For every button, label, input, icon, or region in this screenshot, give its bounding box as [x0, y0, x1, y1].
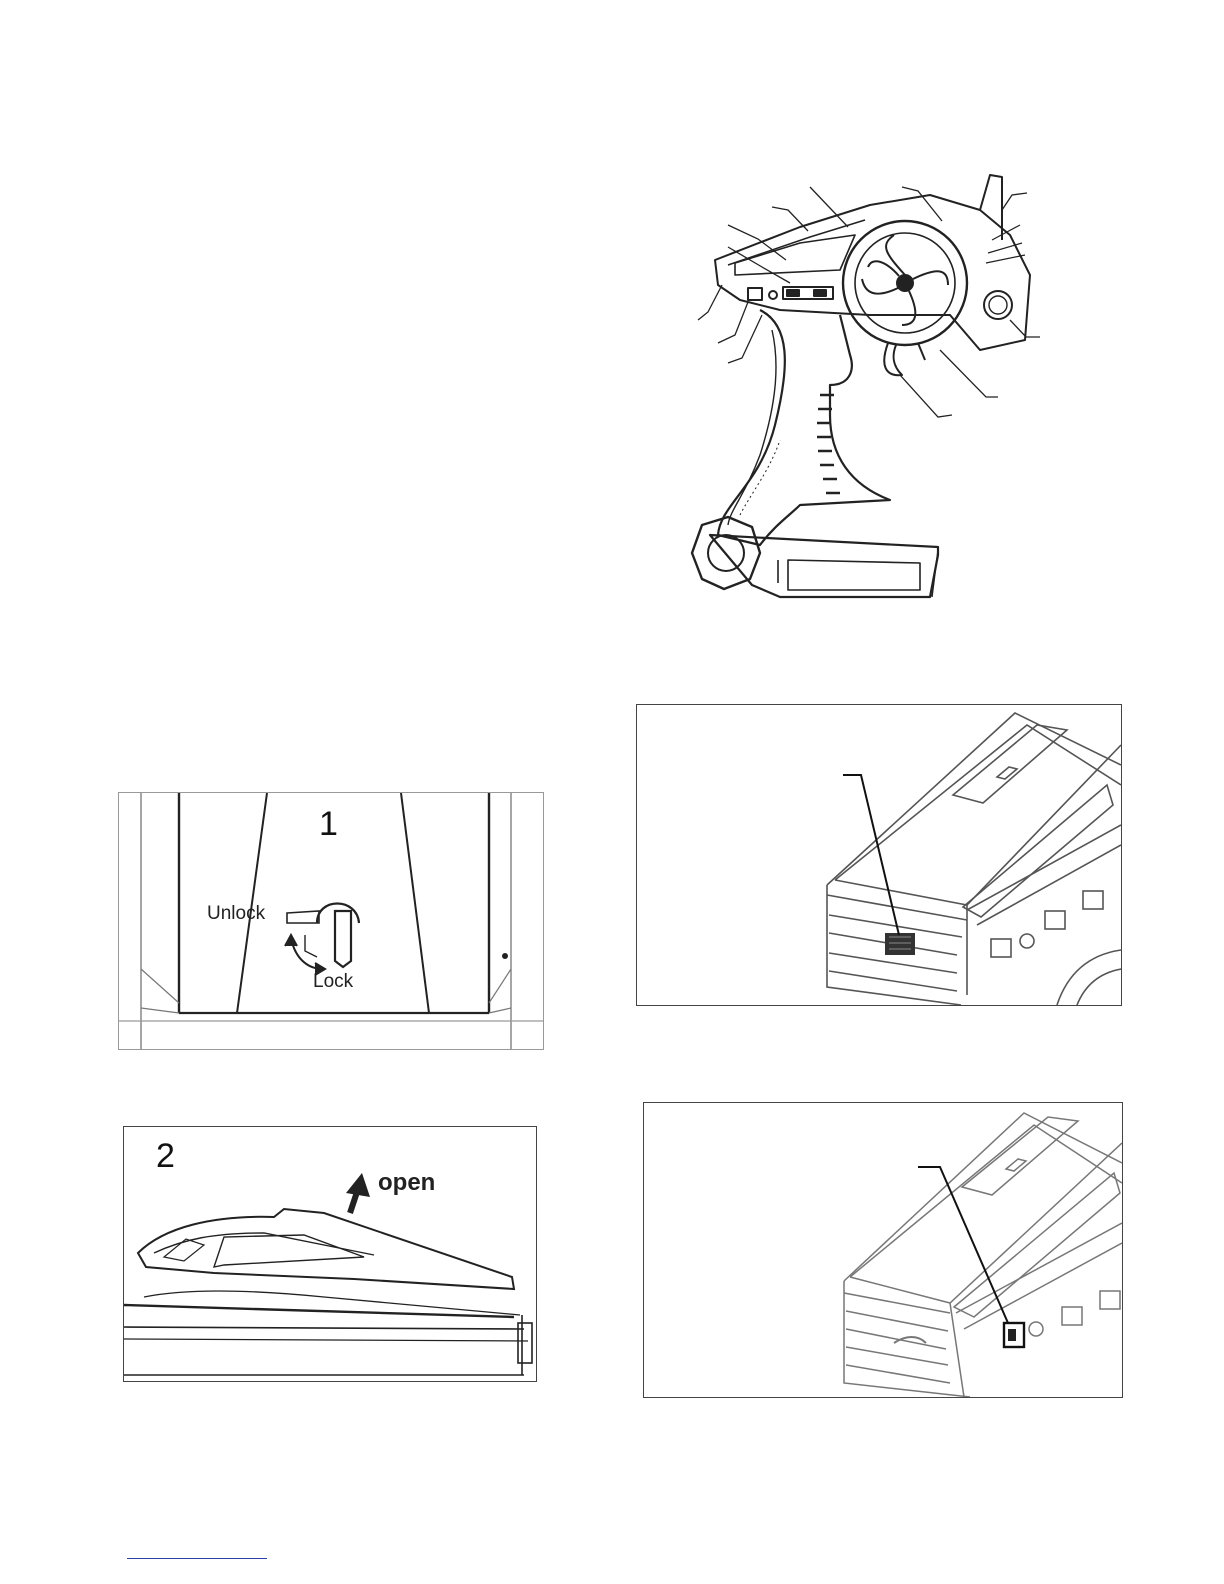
step-number-1: 1 [319, 805, 338, 843]
hatch-open-drawing [124, 1127, 536, 1381]
lock-label: Lock [313, 971, 354, 992]
closeup-drawing-2 [644, 1103, 1122, 1397]
step-number-2: 2 [156, 1137, 175, 1175]
figure-hatch-open [123, 1126, 537, 1382]
figure-transmitter-closeup-2 [643, 1102, 1123, 1398]
footer-rule [127, 1558, 267, 1559]
open-label: open [378, 1169, 436, 1196]
figure-hatch-lock [118, 792, 544, 1050]
transmitter-drawing [680, 165, 1050, 615]
figure-transmitter-closeup-1 [636, 704, 1122, 1006]
transmitter-diagram [680, 165, 1050, 615]
unlock-label: Unlock [207, 903, 266, 924]
power-switch [748, 288, 762, 300]
closeup-drawing-1 [637, 705, 1121, 1005]
highlighted-trim-switch [885, 933, 915, 955]
